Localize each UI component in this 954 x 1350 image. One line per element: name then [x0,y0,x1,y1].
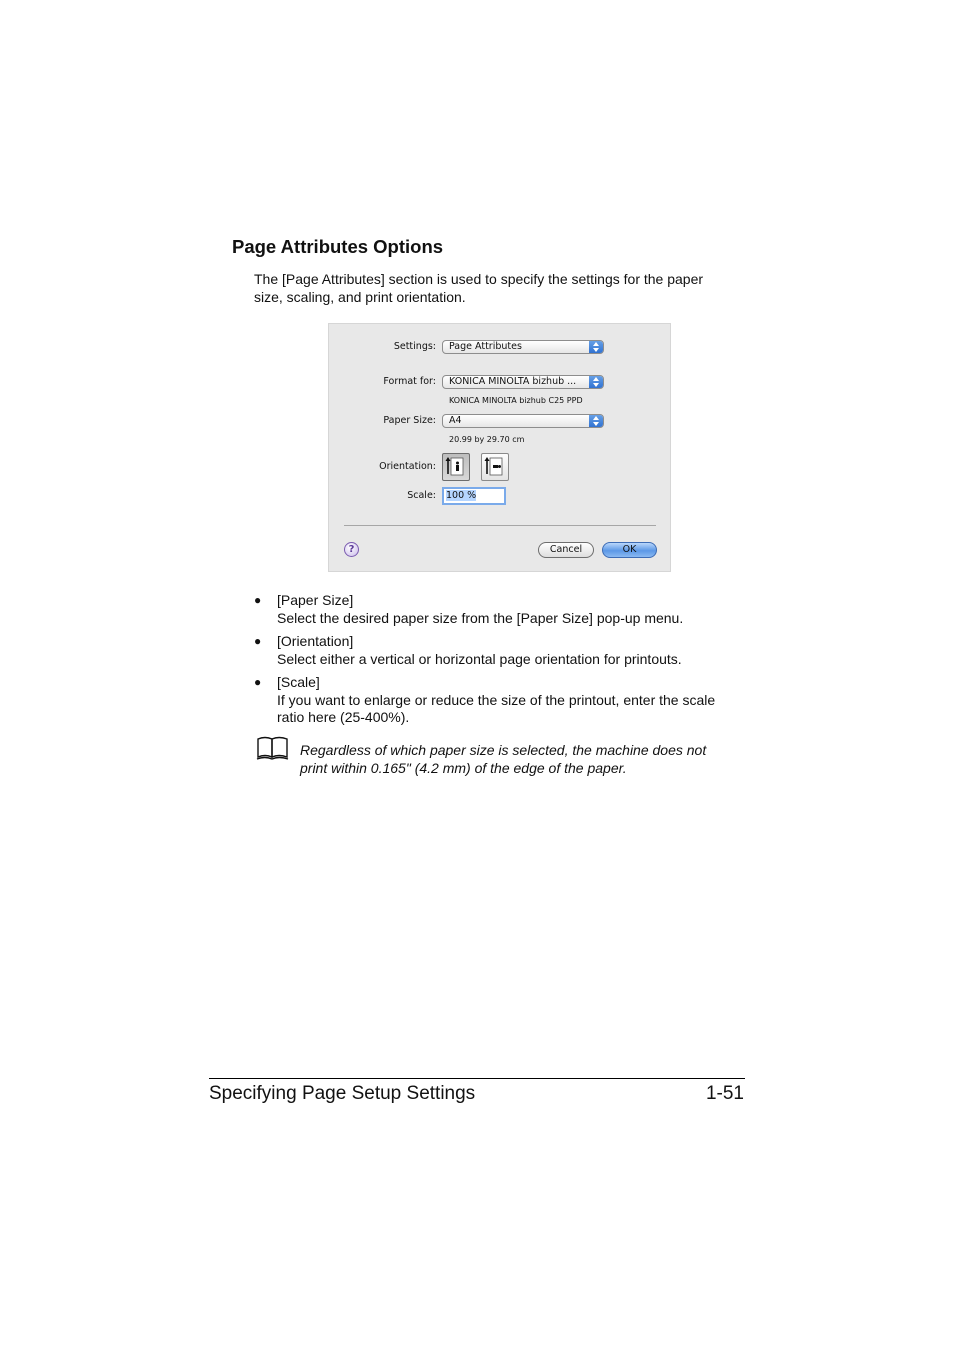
note-line: print within 0.165" (4.2 mm) of the edge of the paper. [300,760,627,776]
bullet-icon: ● [254,634,262,648]
settings-popup-value: Page Attributes [449,341,522,352]
scale-label: Scale: [407,490,436,501]
paper-size-popup-value: A4 [449,415,462,426]
bullet-title: [Paper Size] [277,592,354,608]
intro-line: size, scaling, and print orientation. [254,289,466,305]
popup-arrows-icon [589,340,604,354]
paper-size-popup[interactable] [442,414,604,428]
bullet-text: Select the desired paper size from the [Paper Size] pop-up menu. [277,609,684,626]
scale-input[interactable] [442,487,506,505]
list-item [254,674,754,727]
bullet-title: [Orientation] [277,633,354,649]
bullet-text: Select either a vertical or horizontal page orientation for printouts. [277,650,682,667]
note-line: Regardless of which paper size is selected, the machine does not [300,742,707,758]
intro-paragraph [254,270,754,306]
bullet-text: ratio here (25-400%). [277,709,410,725]
orientation-label: Orientation: [379,461,436,472]
note-text [300,741,750,777]
bullet-icon: ● [254,675,262,689]
landscape-orientation-icon [482,454,508,480]
book-icon [256,735,290,766]
footer-title: Specifying Page Setup Settings [209,1083,476,1104]
settings-popup[interactable] [442,340,604,354]
list-item [254,592,754,627]
list-item [254,633,754,668]
page-attributes-dialog [328,323,671,572]
format-for-popup-value: KONICA MINOLTA bizhub ... [449,376,577,387]
paper-dimensions-text: 20.99 by 29.70 cm [449,435,525,444]
dialog-separator [344,525,656,526]
cancel-button[interactable]: Cancel [538,542,594,558]
paper-size-label: Paper Size: [383,415,436,426]
bullet-icon: ● [254,593,262,607]
page-number: 1-51 [705,1083,744,1104]
ok-button[interactable]: OK [602,542,657,558]
format-for-popup[interactable] [442,375,604,389]
portrait-orientation-button[interactable] [442,453,470,481]
popup-arrows-icon [589,414,604,428]
intro-line: The [Page Attributes] section is used to specify the settings for the paper [254,271,704,287]
settings-label: Settings: [393,341,436,352]
scale-input-value: 100 % [446,490,477,501]
printer-model-text: KONICA MINOLTA bizhub C25 PPD [449,396,583,405]
format-for-label: Format for: [383,376,436,387]
footer-divider [209,1078,745,1079]
bullet-text: If you want to enlarge or reduce the size of the printout, enter the scale [277,691,716,708]
bullet-title: [Scale] [277,674,320,690]
popup-arrows-icon [589,375,604,389]
help-button[interactable]: ? [344,542,359,557]
landscape-orientation-button[interactable] [481,453,509,481]
section-heading: Page Attributes Options [232,236,444,257]
bullet-list [254,592,754,733]
portrait-orientation-icon [443,454,469,480]
